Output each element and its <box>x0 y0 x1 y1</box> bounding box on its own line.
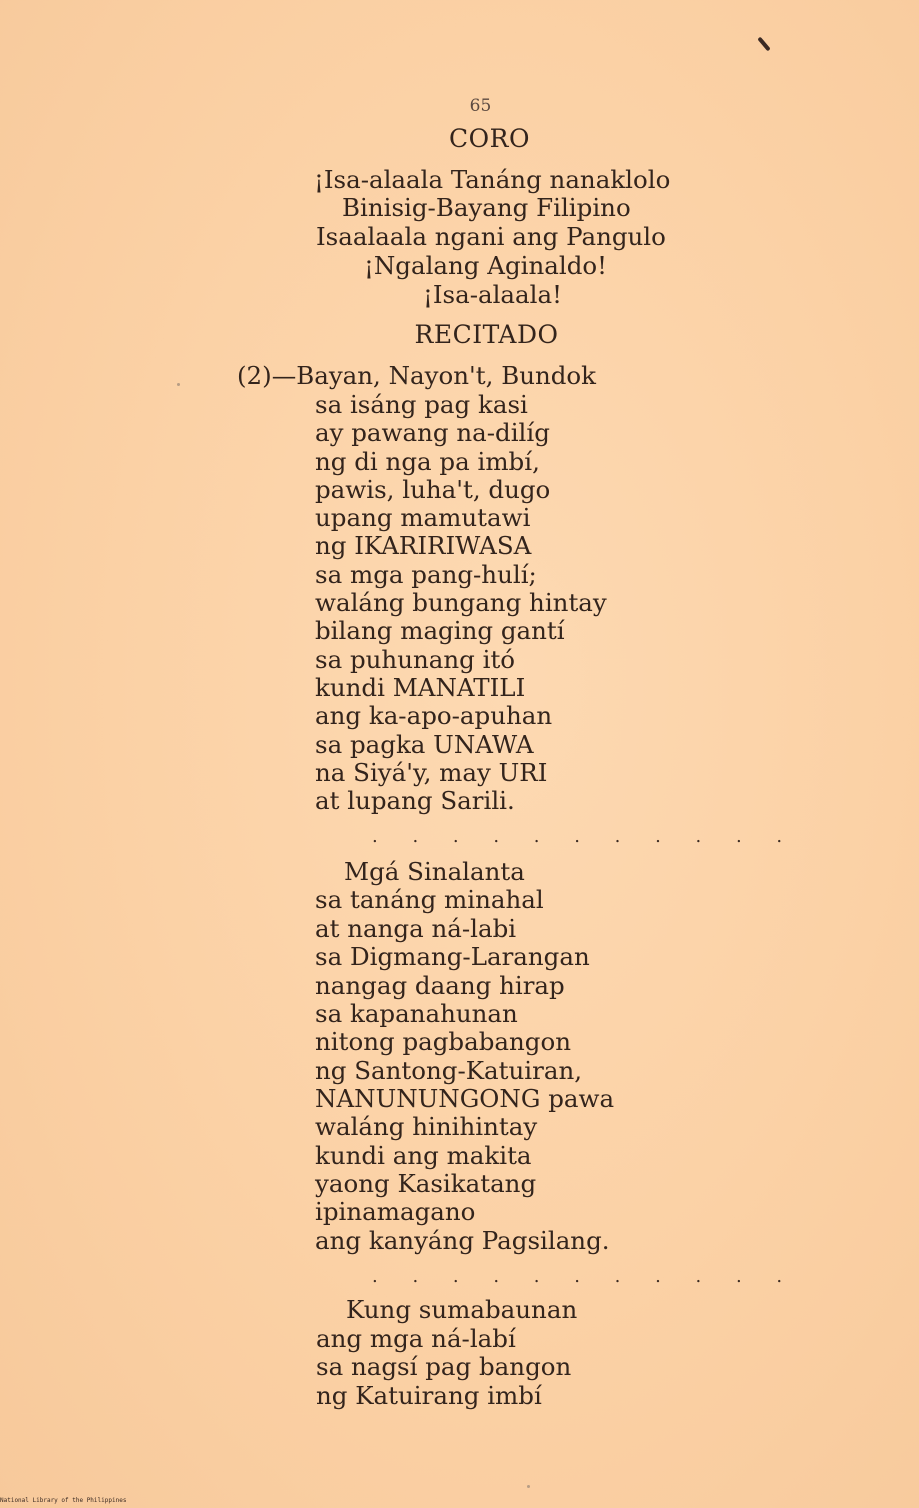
recitado-line: waláng bungang hintay <box>315 588 607 617</box>
recitado-line: ng IKARIRIWASA <box>315 531 532 560</box>
recitado-line: sa Digmang-Larangan <box>315 942 590 971</box>
recitado-line: at nanga ná-labi <box>315 914 517 943</box>
paper-speck <box>527 1485 530 1488</box>
recitado-line: upang mamutawi <box>315 503 531 532</box>
recitado-line: ng Santong-Katuiran, <box>315 1056 583 1085</box>
coro-line: ¡Ngalang Aginaldo! <box>364 251 607 280</box>
recitado-line: ang kanyáng Pagsilang. <box>315 1226 610 1255</box>
recitado-line: sa kapanahunan <box>315 999 518 1028</box>
recitado-line: bilang maging gantí <box>315 616 565 645</box>
library-credit: National Library of the Philippines <box>0 1497 127 1504</box>
recitado-line: Mgá Sinalanta <box>344 857 525 886</box>
coro-line: ¡Isa-alaala! <box>423 280 562 309</box>
recitado-line: (2)—Bayan, Nayon't, Bundok <box>237 361 597 390</box>
recitado-line: waláng hinihintay <box>315 1112 538 1141</box>
coro-line: ¡Isa-alaala Tanáng nanaklolo <box>314 165 671 194</box>
recitado-line: sa isáng pag kasi <box>315 390 528 419</box>
recitado-line: sa tanáng minahal <box>315 885 544 914</box>
recitado-line: ang mga ná-labí <box>316 1324 516 1353</box>
recitado-line: sa puhunang itó <box>315 645 516 674</box>
recitado-line: na Siyá'y, may URI <box>315 758 548 787</box>
recitado-line: Kung sumabaunan <box>346 1295 578 1324</box>
recitado-line: nitong pagbabangon <box>315 1027 572 1056</box>
recitado-line: pawis, luha't, dugo <box>315 475 551 504</box>
recitado-line: yaong Kasikatang <box>315 1169 537 1198</box>
coro-line: Isaalaala ngani ang Pangulo <box>316 222 666 251</box>
recitado-line: at lupang Sarili. <box>315 786 515 815</box>
recitado-line: ng di nga pa imbí, <box>315 447 540 476</box>
pen-mark <box>757 37 770 52</box>
recitado-line: nangag daang hirap <box>315 971 565 1000</box>
recitado-line: ang ka-apo-apuhan <box>315 701 553 730</box>
coro-line: Binisig-Bayang Filipino <box>342 193 631 222</box>
dot-separator: . . . . . . . . . . . <box>372 826 797 847</box>
recitado-heading: RECITADO <box>414 320 559 349</box>
recitado-line: sa pagka UNAWA <box>315 730 534 759</box>
recitado-line: NANUNUNGONG pawa <box>315 1084 615 1113</box>
recitado-line: ng Katuirang imbí <box>316 1381 542 1410</box>
recitado-line: kundi MANATILI <box>315 673 526 702</box>
recitado-line: sa mga pang-hulí; <box>315 560 537 589</box>
recitado-line: sa nagsí pag bangon <box>316 1352 572 1381</box>
coro-heading: CORO <box>449 124 530 153</box>
recitado-line: ipinamagano <box>315 1197 476 1226</box>
paper-speck <box>177 383 180 386</box>
recitado-line: kundi ang makita <box>315 1141 532 1170</box>
page-number: 65 <box>469 96 492 116</box>
recitado-line: ay pawang na-dilíg <box>315 418 550 447</box>
dot-separator: . . . . . . . . . . . <box>372 1266 797 1287</box>
